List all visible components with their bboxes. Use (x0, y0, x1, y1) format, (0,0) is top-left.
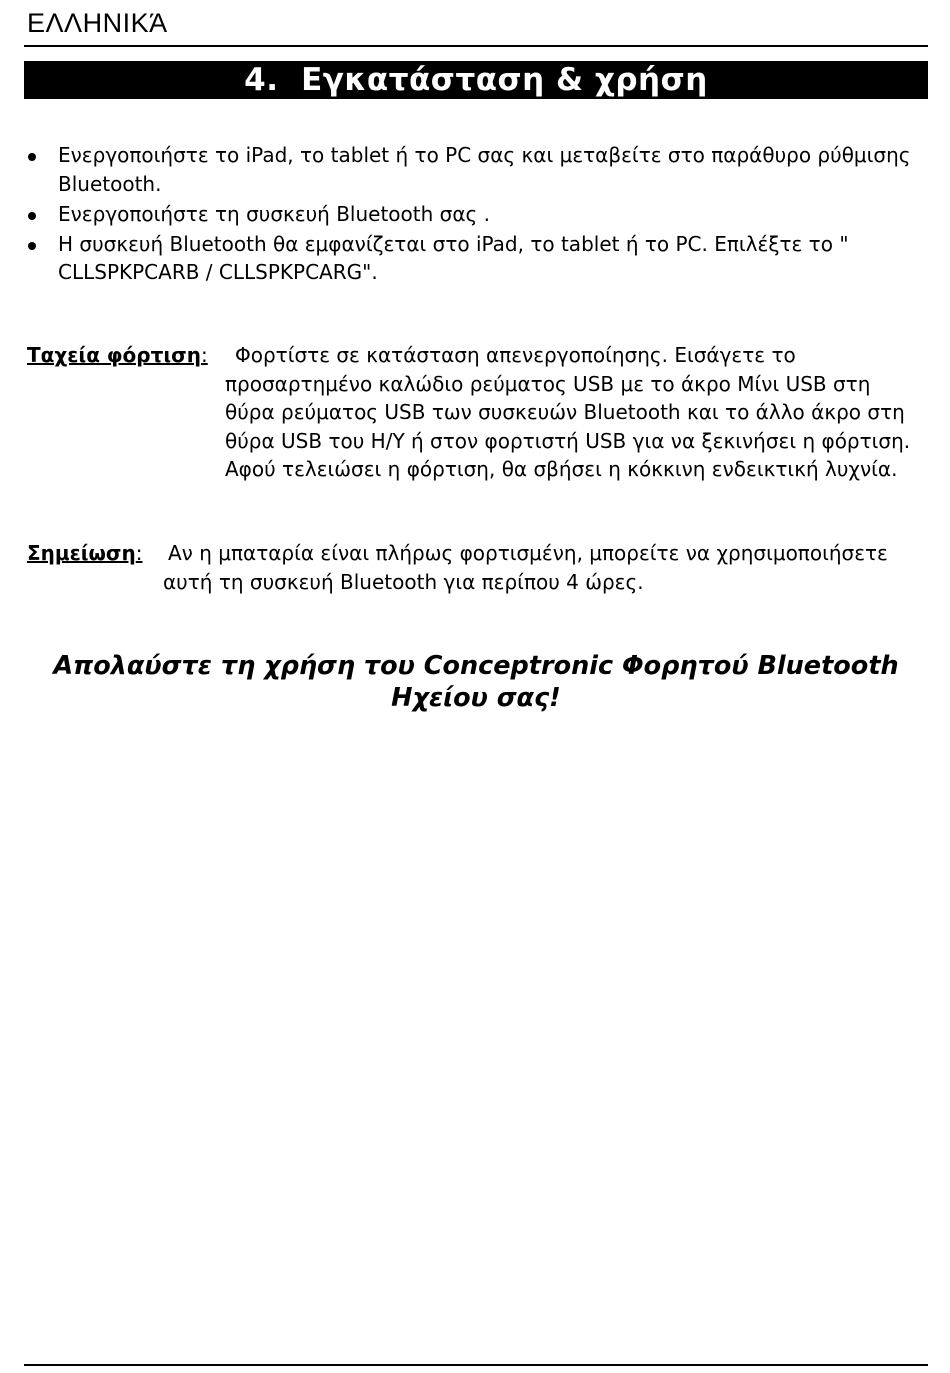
note-label-text: Σημείωση (27, 541, 136, 565)
fast-charge-section (27, 341, 927, 521)
section-title: 4. Εγκατάσταση & χρήση (244, 62, 708, 98)
note-text: Αν η μπαταρία είναι πλήρως φορτισμένη, μπορείτε να χρησιμοποιήσετε αυτή τη συσκευή Bluetooth για περίπου 4 ώρες. (163, 541, 888, 594)
bullet-icon (28, 153, 36, 161)
language-header: ΕΛΛΗΝΙΚΆ (27, 8, 168, 38)
list-item (24, 141, 924, 198)
section-title-bar (24, 61, 928, 99)
step-text: Ενεργοποιήστε τη συσκευή Bluetooth σας . (58, 201, 490, 226)
list-item (24, 230, 924, 287)
bullet-icon (28, 212, 36, 220)
steps-list (24, 141, 924, 288)
top-divider (24, 45, 928, 47)
step-text: Η συσκευή Bluetooth θα εμφανίζεται στο iPad, το tablet ή το PC. Επιλέξτε το " CLLSPKPCARB / CLLSPKPCARG". (58, 231, 849, 284)
note-label (27, 539, 143, 568)
note-section (27, 539, 927, 599)
closing-message: Απολαύστε τη χρήση του Conceptronic Φορητού Bluetooth Ηχείου σας! (53, 651, 899, 713)
fast-charge-label-text: Ταχεία φόρτιση (27, 343, 201, 367)
list-item (24, 200, 924, 229)
fast-charge-label-colon: : (200, 343, 208, 367)
bottom-divider (24, 1364, 928, 1366)
fast-charge-label (27, 341, 208, 370)
step-text: Ενεργοποιήστε το iPad, το tablet ή το PC σας και μεταβείτε στο παράθυρο ρύθμισης Bluetooth. (58, 143, 911, 196)
bullet-icon (28, 242, 36, 250)
fast-charge-text: Φορτίστε σε κατάσταση απενεργοποίησης. Εισάγετε το προσαρτημένο καλώδιο ρεύματος USB με το άκρο Μίνι USB στη θύρα ρεύματος USB των συσκευών Bluetooth και το άλλο άκρο στη θύρα USB του Η/Υ ή στον φορτιστή USB για να ξεκινήσει η φόρτιση. Αφού τελειώσει η φόρτιση, θα σβήσει η κόκκινη ενδεικτική λυχνία. (225, 343, 911, 481)
note-label-colon: : (135, 541, 143, 565)
